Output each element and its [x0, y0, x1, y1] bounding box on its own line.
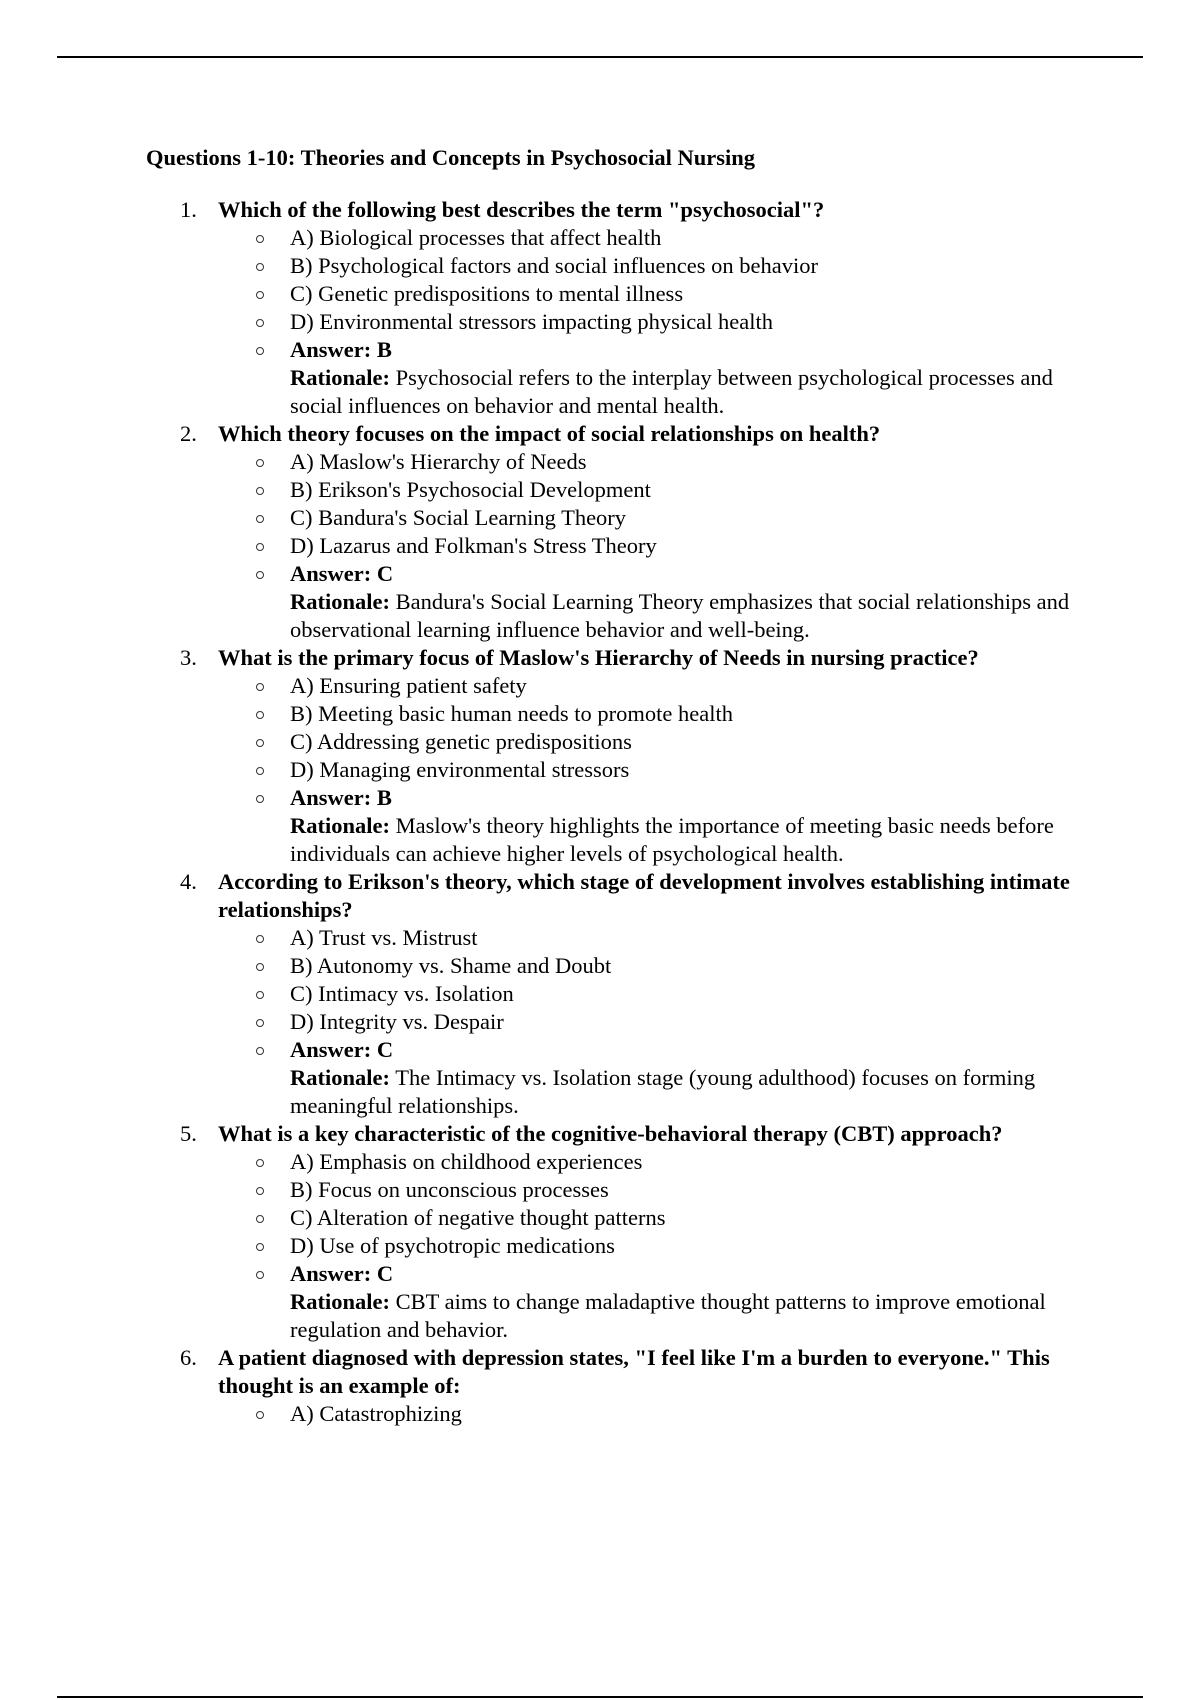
rationale-label: Rationale:	[290, 589, 390, 614]
rationale-text: The Intimacy vs. Isolation stage (young adulthood) focuses on forming meaningful relationships.	[290, 1065, 1036, 1118]
rationale	[290, 1288, 1106, 1344]
bottom-rule	[57, 1696, 1143, 1698]
answer-item	[218, 560, 1106, 644]
question-text: According to Erikson's theory, which stage of development involves establishing intimate relationships?	[218, 869, 1070, 922]
option-a: A) Biological processes that affect health	[218, 224, 1106, 252]
question-list	[146, 196, 1106, 1428]
option-b: B) Erikson's Psychosocial Development	[218, 476, 1106, 504]
option-a: A) Trust vs. Mistrust	[218, 924, 1106, 952]
question-number: 3.	[180, 645, 197, 670]
question-number: 4.	[180, 869, 197, 894]
circle-bullet-icon	[256, 263, 264, 271]
rationale-label: Rationale:	[290, 1065, 390, 1090]
question-text: A patient diagnosed with depression states, "I feel like I'm a burden to everyone." This thought is an example of:	[218, 1345, 1050, 1398]
circle-bullet-icon	[256, 291, 264, 299]
rationale	[290, 364, 1106, 420]
circle-bullet-icon	[256, 319, 264, 327]
circle-bullet-icon	[256, 767, 264, 775]
question-number: 2.	[180, 421, 197, 446]
option-a: A) Maslow's Hierarchy of Needs	[218, 448, 1106, 476]
question-number: 6.	[180, 1345, 197, 1370]
rationale	[290, 1064, 1106, 1120]
rationale-label: Rationale:	[290, 1289, 390, 1314]
circle-bullet-icon	[256, 711, 264, 719]
circle-bullet-icon	[256, 683, 264, 691]
option-c: C) Genetic predispositions to mental illness	[218, 280, 1106, 308]
option-b: B) Psychological factors and social influences on behavior	[218, 252, 1106, 280]
answer-label: Answer: C	[290, 1261, 394, 1286]
circle-bullet-icon	[256, 1215, 264, 1223]
rationale-text: Maslow's theory highlights the importance of meeting basic needs before individuals can achieve higher levels of psychological health.	[290, 813, 1054, 866]
circle-bullet-icon	[256, 1187, 264, 1195]
circle-bullet-icon	[256, 347, 264, 355]
answer-item	[218, 1260, 1106, 1344]
option-b: B) Focus on unconscious processes	[218, 1176, 1106, 1204]
rationale-label: Rationale:	[290, 365, 390, 390]
rationale	[290, 812, 1106, 868]
question-4	[146, 868, 1106, 1120]
question-text: Which theory focuses on the impact of social relationships on health?	[218, 421, 881, 446]
option-c: C) Addressing genetic predispositions	[218, 728, 1106, 756]
question-text: Which of the following best describes the term "psychosocial"?	[218, 197, 825, 222]
option-a: A) Emphasis on childhood experiences	[218, 1148, 1106, 1176]
circle-bullet-icon	[256, 543, 264, 551]
answer-label: Answer: B	[290, 785, 392, 810]
circle-bullet-icon	[256, 487, 264, 495]
rationale-text: Bandura's Social Learning Theory emphasizes that social relationships and observational learning influence behavior and well-being.	[290, 589, 1070, 642]
answer-label: Answer: C	[290, 561, 394, 586]
question-text: What is a key characteristic of the cognitive-behavioral therapy (CBT) approach?	[218, 1121, 1003, 1146]
option-d: D) Environmental stressors impacting physical health	[218, 308, 1106, 336]
answer-item	[218, 1036, 1106, 1120]
rationale-label: Rationale:	[290, 813, 390, 838]
circle-bullet-icon	[256, 1019, 264, 1027]
circle-bullet-icon	[256, 1159, 264, 1167]
rationale-text: Psychosocial refers to the interplay between psychological processes and social influences on behavior and mental health.	[290, 365, 1053, 418]
option-d: D) Integrity vs. Despair	[218, 1008, 1106, 1036]
option-list	[218, 672, 1106, 868]
question-number: 5.	[180, 1121, 197, 1146]
circle-bullet-icon	[256, 739, 264, 747]
option-d: D) Lazarus and Folkman's Stress Theory	[218, 532, 1106, 560]
circle-bullet-icon	[256, 1047, 264, 1055]
question-6	[146, 1344, 1106, 1428]
circle-bullet-icon	[256, 935, 264, 943]
option-d: D) Use of psychotropic medications	[218, 1232, 1106, 1260]
circle-bullet-icon	[256, 991, 264, 999]
option-list	[218, 448, 1106, 644]
option-c: C) Alteration of negative thought patterns	[218, 1204, 1106, 1232]
circle-bullet-icon	[256, 459, 264, 467]
question-5	[146, 1120, 1106, 1344]
circle-bullet-icon	[256, 235, 264, 243]
option-b: B) Meeting basic human needs to promote health	[218, 700, 1106, 728]
document-content	[146, 143, 1106, 1428]
option-list	[218, 1148, 1106, 1344]
question-2	[146, 420, 1106, 644]
question-3	[146, 644, 1106, 868]
option-list	[218, 1400, 1106, 1428]
rationale	[290, 588, 1106, 644]
answer-item	[218, 784, 1106, 868]
circle-bullet-icon	[256, 571, 264, 579]
answer-label: Answer: C	[290, 1037, 394, 1062]
answer-label: Answer: B	[290, 337, 392, 362]
option-a: A) Catastrophizing	[218, 1400, 1106, 1428]
option-b: B) Autonomy vs. Shame and Doubt	[218, 952, 1106, 980]
section-title: Questions 1-10: Theories and Concepts in Psychosocial Nursing	[146, 145, 756, 170]
option-list	[218, 224, 1106, 420]
circle-bullet-icon	[256, 1243, 264, 1251]
circle-bullet-icon	[256, 515, 264, 523]
question-number: 1.	[180, 197, 197, 222]
circle-bullet-icon	[256, 795, 264, 803]
option-a: A) Ensuring patient safety	[218, 672, 1106, 700]
option-list	[218, 924, 1106, 1120]
circle-bullet-icon	[256, 963, 264, 971]
question-text: What is the primary focus of Maslow's Hierarchy of Needs in nursing practice?	[218, 645, 979, 670]
option-c: C) Bandura's Social Learning Theory	[218, 504, 1106, 532]
question-1	[146, 196, 1106, 420]
circle-bullet-icon	[256, 1271, 264, 1279]
option-d: D) Managing environmental stressors	[218, 756, 1106, 784]
option-c: C) Intimacy vs. Isolation	[218, 980, 1106, 1008]
circle-bullet-icon	[256, 1411, 264, 1419]
top-rule	[57, 56, 1143, 58]
rationale-text: CBT aims to change maladaptive thought patterns to improve emotional regulation and behavior.	[290, 1289, 1046, 1342]
answer-item	[218, 336, 1106, 420]
